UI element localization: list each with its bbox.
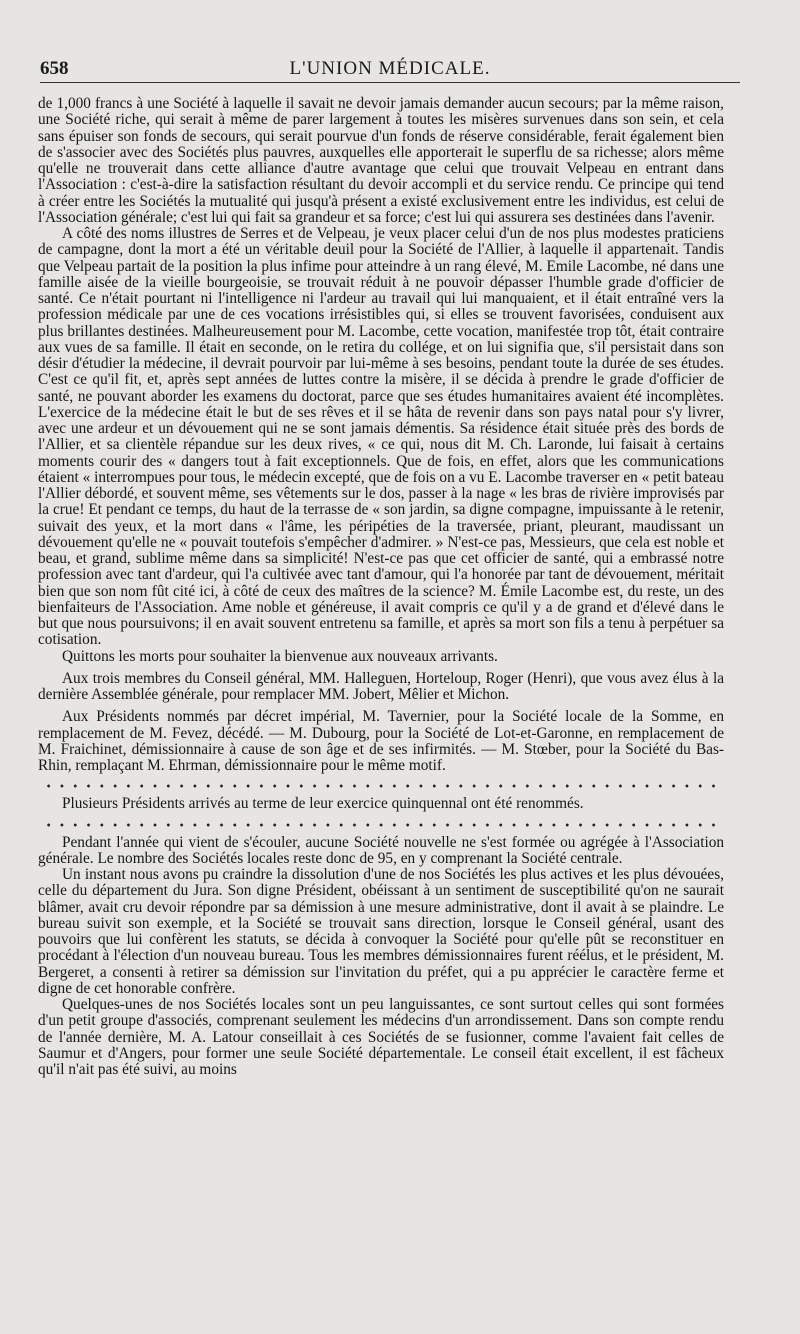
paragraph: Aux trois membres du Conseil général, MM. Halleguen, Horteloup, Roger (Henri), que vous avez élus à la dernière Assemblée générale, pour remplacer MM. Jobert, Mêlier et Michon. <box>38 669 724 703</box>
page-header <box>40 56 740 83</box>
paragraph: de 1,000 francs à une Société à laquelle il savait ne devoir jamais demander aucun secours; par la même raison, une Société riche, qui serait à même de parer largement à toutes les misères survenues dans son sein, et cela sans épuiser son fonds de secours, qui serait pourvue d'un fonds de réserve considérable, ferait également bien de s'associer avec des Sociétés plus pauvres, auxquelles elle apporterait le superflu de sa richesse; alors même qu'elle ne trouverait dans cette alliance d'autre avantage que celui que trouvait Velpeau en entrant dans l'Association : c'est-à-dire la satisfaction résultant du devoir accompli et du service rendu. Ce principe qui tend à créer entre les Sociétés la mutualité qui jusqu'à présent a existé exclusivement entre les individus, est celui de l'Association générale; c'est lui qui fait sa grandeur et sa force; c'est lui qui assurera ses destinées dans l'avenir. <box>38 95 724 226</box>
body-text <box>38 96 724 1078</box>
paragraph: Plusieurs Présidents arrivés au terme de leur exercice quinquennal ont été renommés. <box>62 795 584 813</box>
dotted-separator <box>38 780 724 792</box>
running-title: L'UNION MÉDICALE. <box>289 58 491 79</box>
paragraph: Quittons les morts pour souhaiter la bienvenue aux nouveaux arrivants. <box>62 647 498 665</box>
paragraph: Quelques-unes de nos Sociétés locales sont un peu languissantes, ce sont surtout celles qui sont formées d'un petit groupe d'associés, comprenant seulement les médecins d'un arrondissement. Dans son compte rendu de l'année dernière, M. A. Latour conseillait à ces Sociétés de se fusionner, comme l'avaient fait celles de Saumur et d'Angers, pour former une seule Société départementale. Le conseil était excellent, il est fâcheux qu'il n'ait pas été suivi, au moins <box>38 996 724 1078</box>
paragraph: Un instant nous avons pu craindre la dissolution d'une de nos Sociétés les plus actives et les plus dévouées, celle du département du Jura. Son digne Président, obéissant à un sentiment de susceptibilité qu'on ne saurait blâmer, avait cru devoir répondre par sa démission à une mesure administrative, dont il avait à se plaindre. Le bureau suivit son exemple, et la Société se trouvait sans direction, lorsque le Conseil général, usant des pouvoirs que lui confèrent les statuts, se décida à convoquer la Société pour qu'elle pût se reconstituer en procédant à l'élection d'un nouveau bureau. Tous les membres démissionnaires furent réélus, et le président, M. Bergeret, a consenti à retirer sa démission sur l'invitation du préfet, qui a pu apprécier le caractère ferme et digne de cet honorable confrère. <box>38 866 724 997</box>
paragraph: A côté des noms illustres de Serres et de Velpeau, je veux placer celui d'un de nos plus modestes praticiens de campagne, dont la mort a été un véritable deuil pour la Société de l'Allier, à laquelle il appartenait. Tandis que Velpeau partait de la position la plus infime pour atteindre à un rang élevé, M. Emile Lacombe, né dans une famille aisée de la vieille bourgeoisie, se trouvait réduit à ne pouvoir dépasser l'humble grade d'officier de santé. Ce n'était pourtant ni l'intelligence ni l'ardeur au travail qui lui manquaient, et il était entraîné vers la profession médicale par une de ces vocations irrésistibles qui, si elles se trouvent favorisées, conduisent aux plus brillantes destinées. Malheureusement pour M. Lacombe, cette vocation, manifestée trop tôt, était contraire aux vues de sa famille. Il était en seconde, on le retira du collége, et on lui signifia que, s'il persistait dans son désir d'étudier la médecine, il devrait pourvoir par lui-même à ses besoins, pendant toute la durée de ses études. C'est ce qu'il fit, et, après sept années de luttes contre la misère, il se décida à prendre le grade d'officier de santé, ne pouvant aborder les examens du doctorat, parce que ses études humanitaires avaient été incomplètes. L'exercice de la médecine était le but de ses rêves et il se hâta de revenir dans son pays natal pour s'y livrer, avec une ardeur et un dévouement qui ne se sont jamais démentis. Sa résidence était située près des bords de l'Allier, et sa clientèle répandue sur les deux rives, « ce qui, nous dit M. Ch. Laronde, lui faisait à certains moments courir des « dangers tout à fait exceptionnels. Que de fois, en effet, alors que les communications étaient « interrompues pour tous, le médecin excepté, que de fois on a vu E. Lacombe traverser en « petit bateau l'Allier débordé, et souvent même, ses vêtements sur le dos, passer à la nage « les bras de rivière improvisés par la crue! Et pendant ce temps, du haut de la terrasse de « son jardin, sa digne compagne, impuissante à le retenir, suivait des yeux, et la mort dans « l'âme, les péripéties de la traversée, priant, pleurant, maudissant un dévouement qu'elle ne « pouvait toutefois s'empêcher d'admirer. » N'est-ce pas, Messieurs, que cela est noble et beau, et grand, sublime même dans sa simplicité! N'est-ce pas que cet officier de santé, qui a embrassé notre profession avec tant d'ardeur, qui l'a cultivée avec tant d'amour, qui l'a honorée par tant de dévouement, méritait bien que son nom fût cité ici, à côté de ceux des maîtres de la science? M. Émile Lacombe est, du reste, un des bienfaiteurs de l'Association. Ame noble et généreuse, il avait compris ce qu'il y a de grand et d'élevé dans le but que nous poursuivons; il en avait souvent entretenu sa famille, et après sa mort son fils a tenu à perpétuer sa cotisation. <box>38 225 724 649</box>
paragraph: Aux Présidents nommés par décret impérial, M. Tavernier, pour la Société locale de la Somme, en remplacement de M. Fevez, décédé. — M. Dubourg, pour la Société de Lot-et-Garonne, en remplacement de M. Fraichinet, démissionnaire à cause de son âge et de ses infirmités. — M. Stœber, pour la Société du Bas-Rhin, remplaçant M. Ehrman, démissionnaire pour le même motif. <box>38 708 724 774</box>
page-number: 658 <box>40 58 69 79</box>
paragraph: Pendant l'année qui vient de s'écouler, aucune Société nouvelle ne s'est formée ou agrégée à l'Association générale. Le nombre des Sociétés locales reste donc de 95, en y comprenant la Société centrale. <box>38 833 724 867</box>
dotted-separator <box>38 819 724 831</box>
